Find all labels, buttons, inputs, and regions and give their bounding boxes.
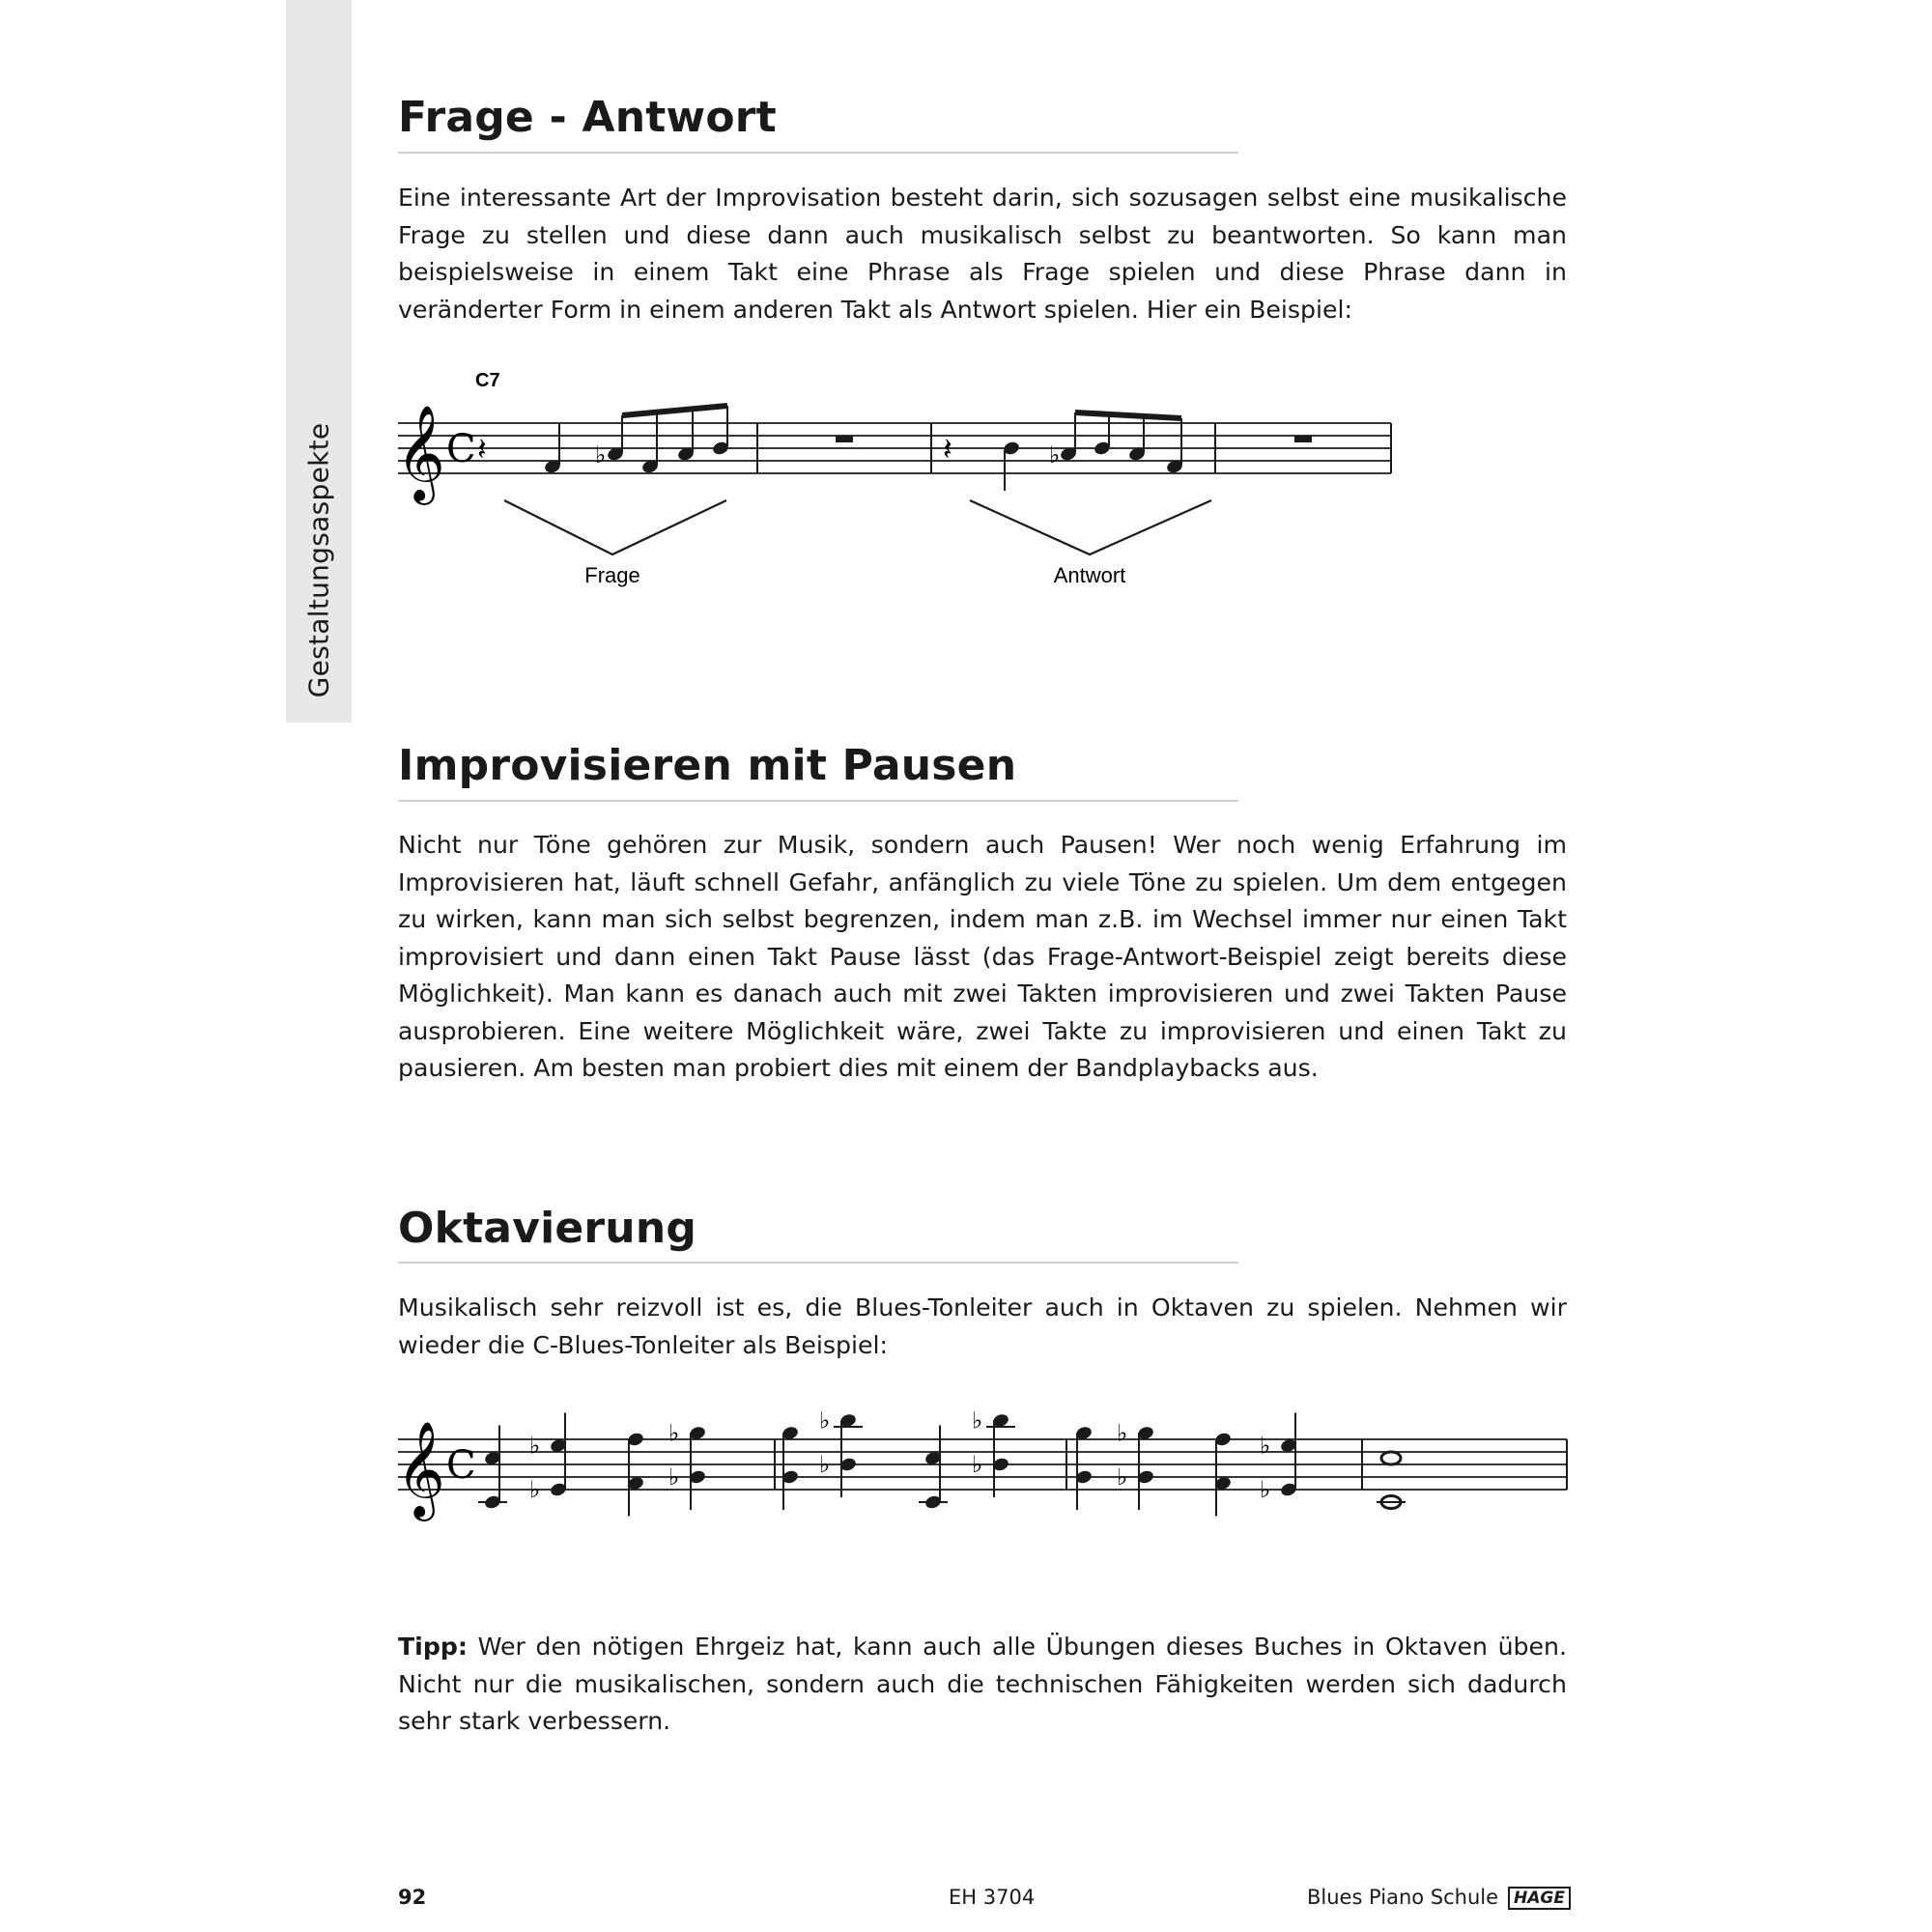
octave-note — [1381, 1452, 1401, 1464]
bracket-antwort — [970, 500, 1211, 554]
bracket-frage — [504, 500, 726, 554]
heading-rule — [398, 1262, 1238, 1264]
paragraph-frage-antwort: Eine interessante Art der Improvisation besteht darin, sich sozusagen selbst eine musikalische Frage zu stellen und diese dann auch musikalisch selbst zu beantworten. So kann man beispielsweise in einem Takt eine Phrase als Frage spielen und diese Phrase dann in veränderter Form in einem anderen Takt als Antwort spielen. Hier ein Beispiel: — [398, 184, 1567, 324]
flat-icon: ♭ — [819, 1451, 831, 1478]
octave-notes — [478, 1407, 1406, 1517]
flat-icon: ♭ — [529, 1432, 541, 1460]
tipp-label: Tipp: — [398, 1633, 468, 1661]
tipp-text: Wer den nötigen Ehrgeiz hat, kann auch alle Übungen dieses Buches in Oktaven üben. Nicht nur die musikalischen, sondern auch die technischen Fähigkeiten werden sich dadurch sehr stark verbessern. — [398, 1633, 1567, 1735]
side-tab-label: Gestaltungsaspekte — [302, 422, 335, 698]
heading-frage-antwort: Frage - Antwort — [398, 93, 777, 142]
flat-icon: ♭ — [1260, 1476, 1271, 1503]
catalog-number: EH 3704 — [949, 1886, 1036, 1909]
flat-icon: ♭ — [529, 1476, 541, 1503]
flat-icon: ♭ — [972, 1406, 983, 1435]
treble-clef-icon: 𝄞 — [396, 405, 445, 501]
flat-icon: ♭ — [595, 441, 607, 469]
quarter-rest-icon: 𝄽 — [943, 431, 952, 468]
flat-icon: ♭ — [1117, 1463, 1128, 1491]
whole-rest-icon — [836, 436, 853, 442]
whole-rest-icon — [1294, 436, 1312, 442]
page-number: 92 — [398, 1886, 427, 1909]
flat-icon: ♭ — [972, 1451, 983, 1478]
time-signature: C — [446, 427, 476, 471]
music-example-oktavierung — [0, 1391, 1932, 1584]
publisher-logo: HAGE — [1508, 1887, 1571, 1910]
flat-icon: ♭ — [668, 1463, 680, 1491]
chord-symbol: C7 — [475, 370, 500, 391]
time-signature: C — [446, 1443, 476, 1488]
paragraph-tipp — [398, 1629, 1567, 1741]
label-frage: Frage — [584, 563, 640, 587]
footer-book-title-group — [1307, 1886, 1571, 1910]
paragraph-improvisieren-mit-pausen: Nicht nur Töne gehören zur Musik, sondern auch Pausen! Wer noch wenig Erfahrung im Improvisieren hat, läuft schnell Gefahr, anfänglich zu viele Töne zu spielen. Um dem entgegen zu wirken, kann man sich selbst begrenzen, indem man z.B. im Wechsel immer nur einen Takt improvisiert und dann einen Takt Pause lässt (das Frage-Antwort-Beispiel zeigt bereits diese Möglichkeit). Man kann es danach auch mit zwei Takten improvisieren und zwei Takten Pause ausprobieren. Eine weitere Möglichkeit wäre, zwei Takte zu improvisieren und einen Takt zu pausieren. Am besten man probiert dies mit einem der Bandplaybacks aus. — [398, 831, 1567, 1082]
flat-icon: ♭ — [1260, 1432, 1271, 1460]
label-antwort: Antwort — [1053, 563, 1126, 587]
flat-icon: ♭ — [1117, 1419, 1128, 1447]
heading-rule — [398, 800, 1238, 802]
flat-icon: ♭ — [819, 1406, 831, 1435]
flat-icon: ♭ — [668, 1419, 680, 1447]
flat-icon: ♭ — [1049, 441, 1061, 469]
treble-clef-icon: 𝄞 — [396, 1421, 445, 1518]
heading-oktavierung: Oktavierung — [398, 1204, 697, 1253]
heading-improvisieren-mit-pausen: Improvisieren mit Pausen — [398, 741, 1017, 790]
music-example-frage-antwort — [0, 367, 1932, 589]
paragraph-oktavierung: Musikalisch sehr reizvoll ist es, die Blues-Tonleiter auch in Oktaven zu spielen. Nehmen wir wieder die C-Blues-Tonleiter als Beispiel: — [398, 1293, 1567, 1359]
heading-rule — [398, 152, 1238, 154]
quarter-rest-icon: 𝄽 — [477, 431, 487, 468]
book-title: Blues Piano Schule — [1306, 1886, 1499, 1909]
